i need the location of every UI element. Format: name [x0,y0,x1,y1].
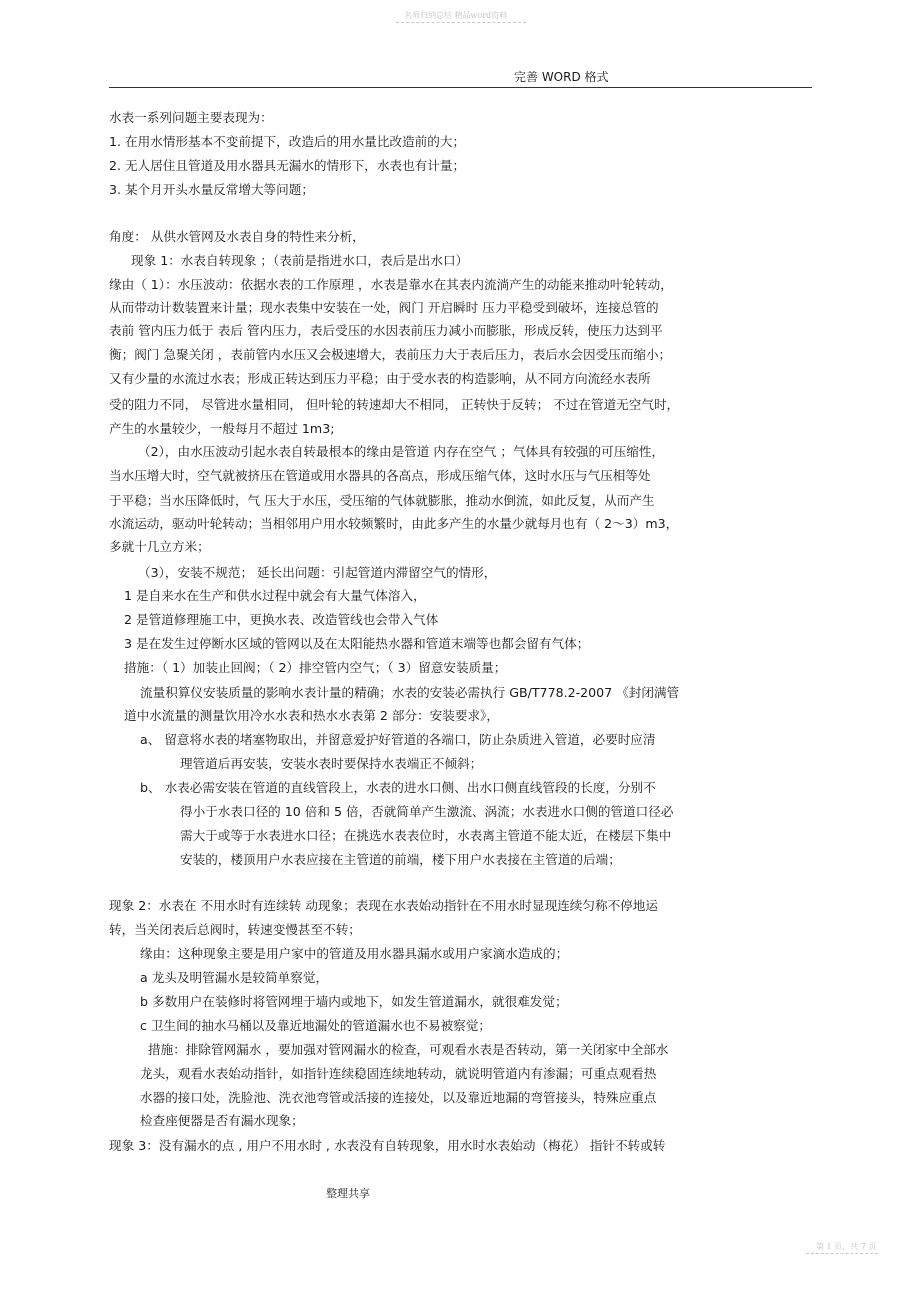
header-rule [109,87,812,88]
text-line: 多就十几立方米； [109,539,210,554]
text-line: （3），安装不规范； 延长出问题：引起管道内滞留空气的情形， [138,565,497,580]
text-line: 1 是自来水在生产和供水过程中就会有大量气体溶入， [124,588,426,603]
page-number: 第 1 页，共 7 页 [816,1242,877,1251]
text-line: 水流运动，驱动叶轮转动；当相邻用户用水较频繁时，由此多产生的水量少就每月也有（ 2～3）m3， [109,516,679,531]
text-line: b、 水表必需安装在管道的直线管段上，水表的进水口侧、出水口侧直线管段的长度，分别不 [140,780,656,795]
text-line: 现象 2：水表在 不用水时有连续转 动现象；表现在水表始动指针在不用水时显现连续匀称不停地运 [109,898,658,913]
page-header-title: 完善 WORD 格式 [514,70,609,84]
text-line: 道中水流量的测量饮用冷水水表和热水水表第 2 部分：安装要求》， [124,708,499,723]
text-line: 得小于水表口径的 10 倍和 5 倍，否就简单产生激流、涡流；水表进水口侧的管道口径必 [180,804,674,819]
text-line: 1. 在用水情形基本不变前提下，改造后的用水量比改造前的大； [109,134,466,149]
text-line: 安装的，楼顶用户水表应接在主管道的前端，楼下用户水表接在主管道的后端； [180,852,621,867]
page-footer: 整理共享 [326,1187,370,1200]
text-line: 表前 管内压力低于 表后 管内压力，表后受压的水因表前压力减小而膨胀，形成反转，使压力达到平 [109,323,663,338]
text-line: 现象 3：没有漏水的点 , 用户不用水时 , 水表没有自转现象，用水时水表始动（梅花） 指针不转或转 [109,1138,666,1153]
text-line: 当水压增大时，空气就被挤压在管道或用水器具的各高点，形成压缩气体，这时水压与气压相等处 [109,468,651,483]
text-line: 理管道后再安装，安装水表时要保持水表端正不倾斜； [180,756,483,771]
text-line: 需大于或等于水表进水口径；在挑选水表表位时，水表离主管道不能太近，在楼层下集中 [180,828,672,843]
text-line: 产生的水量较少，一般每月不超过 1m3; [109,421,335,436]
text-line: 又有少量的水流过水表；形成正转达到压力平稳；由于受水表的构造影响，从不同方向流经水表所 [109,371,651,386]
page-number-divider [806,1253,878,1254]
text-line: b 多数用户在装修时将管网埋于墙内或地下，如发生管道漏水，就很难发觉； [140,994,568,1009]
text-line: 于平稳；当水压降低时，气 压大于水压，受压缩的气体就膨胀，推动水倒流，如此反复，从而产生 [109,493,655,508]
text-line: 措施：（ 1）加装止回阀；（ 2）排空管内空气；（ 3）留意安装质量； [124,660,507,675]
text-line: 3. 某个月开头水量反常增大等问题； [109,182,314,197]
text-line: 水器的接口处，洗脸池、洗衣池弯管或活接的连接处，以及靠近地漏的弯管接头，特殊应重点 [140,1090,657,1105]
text-line: 3 是在发生过停断水区域的管网以及在太阳能热水器和管道末端等也都会留有气体； [124,636,590,651]
text-line: 龙头，观看水表始动指针，如指针连续稳固连续地转动，就说明管道内有渗漏；可重点观看热 [140,1066,657,1081]
text-line: a、 留意将水表的堵塞物取出，并留意爱护好管道的各端口，防止杂质进入管道，必要时应清 [140,732,656,747]
text-line: 2 是管道修理施工中，更换水表、改造管线也会带入气体 [124,612,439,627]
text-line: 检查座便器是否有漏水现象； [140,1113,304,1128]
text-line: 受的阻力不同， 尽管进水量相同， 但叶轮的转速却大不相同， 正转快于反转； 不过在管道无空气时， [109,397,680,412]
text-line: 角度： 从供水管网及水表自身的特性来分析， [109,229,365,244]
watermark-text: 名师归纳总结 精品word资料 [404,11,508,20]
text-line: 从而带动计数装置来计量；现水表集中安装在一处，阀门 开启瞬时 压力平稳受到破坏，连接总管的 [109,300,659,315]
text-line: 缘由（ 1）：水压波动：依据水表的工作原理 ，水表是靠水在其表内流淌产生的动能来推动叶轮转动， [109,277,673,292]
text-line: 转，当关闭表后总阀时，转速变慢甚至不转； [109,922,361,937]
text-line: 措施：排除管网漏水 ，要加强对管网漏水的检查，可观看水表是否转动，第一关闭家中全部水 [148,1042,669,1057]
text-line: 水表一系列问题主要表现为： [109,110,273,125]
watermark-divider [396,22,526,23]
text-line: 缘由：这种现象主要是用户家中的管道及用水器具漏水或用户家滴水造成的； [140,946,569,961]
text-line: 流量积算仪安装质量的影响水表计量的精确；水表的安装必需执行 GB/T778.2-2007 《封闭满管 [140,685,680,700]
text-line: （2），由水压波动引起水表自转最根本的缘由是管道 内存在空气 ；气体具有较强的可压缩性， [138,444,665,459]
text-line: 衡；阀门 急聚关闭 ，表前管内水压又会极速增大，表前压力大于表后压力，表后水会因受压而缩小； [109,347,672,362]
text-line: c 卫生间的抽水马桶以及靠近地漏处的管道漏水也不易被察觉； [140,1018,491,1033]
text-line: a 龙头及明管漏水是较简单察觉， [140,970,329,985]
text-line: 2. 无人居住且管道及用水器具无漏水的情形下，水表也有计量； [109,158,466,173]
text-line: 现象 1：水表自转现象 ；（表前是指进水口，表后是出水口） [131,253,469,268]
